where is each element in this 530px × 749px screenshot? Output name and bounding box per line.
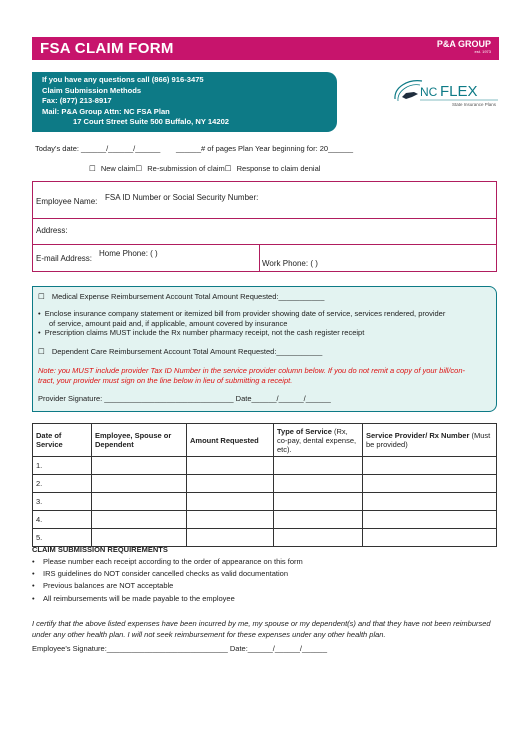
bullet1-line-b: of service, amount paid and, if applicable, amount covered by insurance [49,318,288,328]
response-label: Response to claim denial [236,164,321,173]
cell-amount[interactable] [187,457,274,475]
row-number: 5. [33,529,92,547]
cell-amount[interactable] [187,475,274,493]
table-row [33,457,497,475]
medical-account-row [38,292,324,301]
cell-type[interactable] [274,511,363,529]
header-bar [32,37,499,60]
dependent-label: Dependent Care Reimbursement Account Total Amount Requested:___________ [51,347,323,356]
cell-provider[interactable] [363,511,497,529]
col-amount-requested: Amount Requested [187,424,274,457]
cell-type[interactable] [274,457,363,475]
type-rest: (Rx, co-pay, dental expense, etc). [277,426,357,454]
col-employee-spouse: Employee, Spouse or Dependent [92,424,187,457]
pa-group-logo [437,39,491,54]
email-label[interactable]: E-mail Address: [36,254,93,263]
requirements-title: CLAIM SUBMISSION REQUIREMENTS [32,545,168,554]
ncflex-logo-icon [392,77,502,111]
cell-amount[interactable] [187,493,274,511]
pages-field[interactable]: ______# of pages [176,144,237,153]
ncflex-nc: NC [420,85,438,99]
list-item: • Please number each receipt according to the order of appearance on this form [32,556,303,568]
table-row [33,511,497,529]
employee-name-label[interactable]: Employee Name: [36,197,98,206]
list-item: • All reimbursements will be made payable to the employee [32,593,303,605]
note-line-1: Note: you MUST include provider Tax ID Number in the service provider column below. If you do not remit a copy of your bill/con- [38,366,465,375]
col-service-provider [363,424,497,457]
certification-text [32,618,502,640]
cell-provider[interactable] [363,493,497,511]
table-row [33,493,497,511]
bullet2-text: Prescription claims MUST include the Rx number pharmacy receipt, not the cash register receipt [44,328,365,337]
ncflex-tag: State Insurance Plans [452,102,497,107]
cell-provider[interactable] [363,529,497,547]
provider-bold: Service Provider/ Rx Number [366,431,470,440]
row-number: 4. [33,511,92,529]
home-phone-label[interactable]: Home Phone: ( ) [99,249,158,258]
col-type-of-service [274,424,363,457]
cell-provider[interactable] [363,457,497,475]
phone-line: If you have any questions call (866) 916-3475 [42,75,204,84]
cert-line-2: under any other health plan. I will not seek reimbursement for these expenses under any other health plan. [32,630,386,639]
checkbox-response[interactable]: ☐ [224,164,232,173]
medical-label: Medical Expense Reimbursement Account Total Amount Requested:___________ [51,292,325,301]
dependent-account-row [38,347,322,356]
cell-employee[interactable] [92,511,187,529]
mail-line: Mail: P&A Group Attn: NC FSA Plan [42,106,170,116]
note-line-2: tract, your provider must sign on the line below in lieu of submitting a receipt. [38,376,293,385]
ncflex-logo [392,77,502,111]
cell-amount[interactable] [187,511,274,529]
work-phone-label[interactable]: Work Phone: ( ) [262,259,318,268]
employee-info-box [32,181,497,272]
cell-type[interactable] [274,529,363,547]
row-number: 3. [33,493,92,511]
brand-sub: est. 1973 [474,49,491,54]
provider-note [38,366,465,386]
bullet-statement: • Enclose insurance company statement or itemized bill from provider showing date of service, services rendered, provider of service, amount paid and, if applicable, amount covered by insurance [38,309,446,328]
cell-amount[interactable] [187,529,274,547]
bullet-prescription: • Prescription claims MUST include the Rx number pharmacy receipt, not the cash register receipt [38,328,365,337]
requirements-list [32,556,303,605]
new-claim-label: New claim [100,164,136,173]
cell-employee[interactable] [92,529,187,547]
table-row [33,475,497,493]
row-number: 1. [33,457,92,475]
employee-signature-field[interactable]: Employee's Signature:_____________________________ Date:______/______/______ [32,644,328,653]
cell-employee[interactable] [92,475,187,493]
cell-type[interactable] [274,475,363,493]
resubmission-label: Re-submission of claim [147,164,225,173]
claim-type-row [89,164,320,173]
provider-signature-field[interactable]: Provider Signature: _______________________________ Date______/______/______ [38,394,331,403]
claims-table [32,423,497,547]
bullet1-line-a: Enclose insurance company statement or itemized bill from provider showing date of service, services rendered, provider [44,309,446,318]
todays-date-field[interactable]: Today's date: ______/______/______ [35,144,161,153]
brand-name: P&A GROUP [436,39,491,49]
cell-employee[interactable] [92,457,187,475]
cell-type[interactable] [274,493,363,511]
checkbox-dependent[interactable]: ☐ [38,347,45,356]
col-date-of-service: Date of Service [33,424,92,457]
list-item: • Previous balances are NOT acceptable [32,580,303,592]
checkbox-medical[interactable]: ☐ [38,292,45,301]
cert-line-1: I certify that the above listed expenses have been incurred by me, my spouse or my dependent(s) and that they have not been reimbursed [32,619,491,628]
checkbox-new-claim[interactable]: ☐ [89,164,96,173]
table-header-row [33,424,497,457]
address-label[interactable]: Address: [36,226,68,235]
reimbursement-box [32,286,497,412]
cell-employee[interactable] [92,493,187,511]
fsa-id-label[interactable]: FSA ID Number or Social Security Number: [105,193,259,202]
list-item: • IRS guidelines do NOT consider cancelled checks as valid documentation [32,568,303,580]
row-number: 2. [33,475,92,493]
plan-year-field[interactable]: Plan Year beginning for: 20______ [238,144,354,153]
provider-rest: (Must be provided) [366,431,491,449]
checkbox-resubmission[interactable]: ☐ [135,164,143,173]
ncflex-flex: FLEX [440,83,478,100]
cell-provider[interactable] [363,475,497,493]
table-row [33,529,497,547]
type-bold: Type of Service [277,426,332,436]
address-line: 17 Court Street Suite 500 Buffalo, NY 14202 [73,117,230,127]
methods-line: Claim Submission Methods [42,85,142,95]
fax-line: Fax: (877) 213-8917 [42,96,112,106]
form-title: FSA CLAIM FORM [40,40,174,57]
contact-info-box [32,72,337,132]
